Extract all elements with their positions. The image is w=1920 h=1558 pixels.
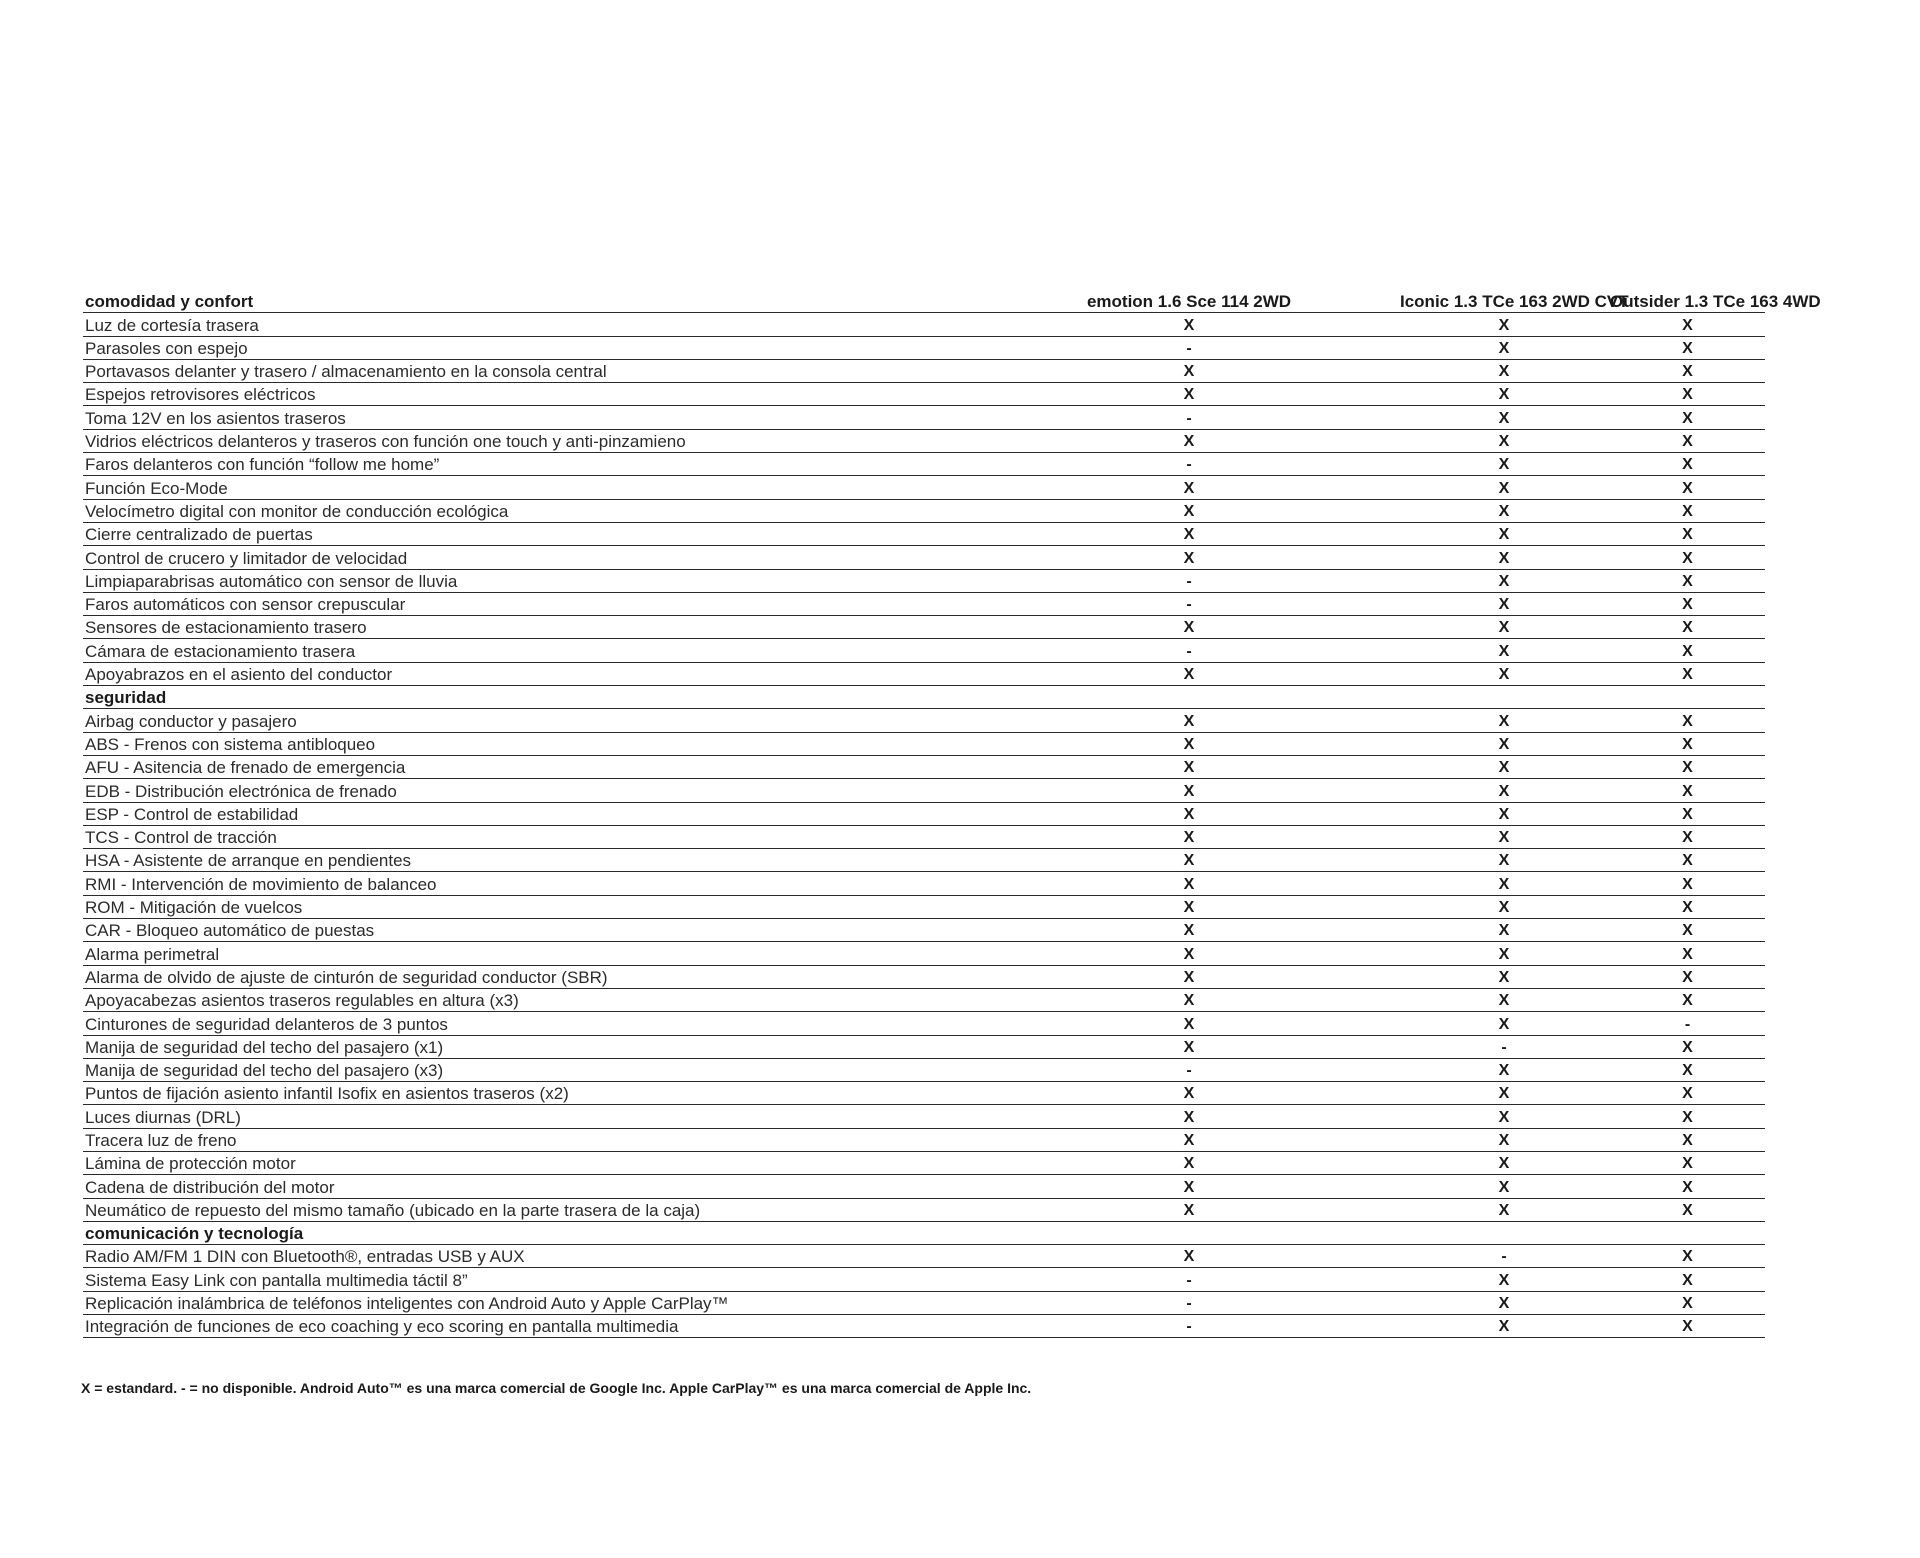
availability-cell: -	[978, 592, 1398, 615]
availability-cell: X	[1398, 919, 1608, 942]
availability-cell: X	[1398, 1151, 1608, 1174]
availability-cell: X	[978, 802, 1398, 825]
table-row	[83, 825, 1765, 848]
feature-label: Sistema Easy Link con pantalla multimedia táctil 8”	[83, 1268, 978, 1291]
feature-label: Alarma perimetral	[83, 942, 978, 965]
feature-label: Airbag conductor y pasajero	[83, 709, 978, 732]
table-row	[83, 709, 1765, 732]
availability-cell: X	[1608, 849, 1765, 872]
table-row	[83, 522, 1765, 545]
availability-cell: X	[1608, 965, 1765, 988]
availability-cell: X	[1608, 1105, 1765, 1128]
availability-cell: X	[978, 429, 1398, 452]
availability-cell: -	[978, 406, 1398, 429]
table-row	[83, 1082, 1765, 1105]
availability-cell: X	[1398, 1128, 1608, 1151]
table-row	[83, 336, 1765, 359]
feature-label: Espejos retrovisores eléctricos	[83, 383, 978, 406]
availability-cell: X	[1398, 359, 1608, 382]
table-row	[83, 965, 1765, 988]
feature-label: Lámina de protección motor	[83, 1151, 978, 1174]
availability-cell: X	[978, 359, 1398, 382]
table-row	[83, 988, 1765, 1011]
availability-cell: X	[978, 895, 1398, 918]
table-row	[83, 1268, 1765, 1291]
availability-cell: X	[1398, 802, 1608, 825]
availability-cell: X	[1398, 779, 1608, 802]
table-row	[83, 313, 1765, 336]
availability-cell: X	[1398, 895, 1608, 918]
feature-label: ESP - Control de estabilidad	[83, 802, 978, 825]
availability-cell: X	[1398, 1198, 1608, 1221]
feature-label: Parasoles con espejo	[83, 336, 978, 359]
feature-label: AFU - Asitencia de frenado de emergencia	[83, 755, 978, 778]
availability-cell: X	[1608, 755, 1765, 778]
availability-cell: X	[1398, 429, 1608, 452]
availability-cell: X	[1398, 499, 1608, 522]
table-row	[83, 895, 1765, 918]
availability-cell: X	[978, 732, 1398, 755]
availability-cell: X	[1608, 546, 1765, 569]
table-row	[83, 849, 1765, 872]
availability-cell: X	[1608, 1128, 1765, 1151]
availability-cell: X	[1398, 616, 1608, 639]
table-row	[83, 359, 1765, 382]
availability-cell: X	[1608, 988, 1765, 1011]
feature-label: Vidrios eléctricos delanteros y traseros con función one touch y anti-pinzamieno	[83, 429, 978, 452]
availability-cell: X	[978, 1082, 1398, 1105]
table-row	[83, 453, 1765, 476]
availability-cell: X	[978, 849, 1398, 872]
availability-cell: X	[1608, 802, 1765, 825]
availability-cell: X	[1398, 1082, 1608, 1105]
availability-cell: X	[978, 942, 1398, 965]
table-row	[83, 546, 1765, 569]
availability-cell: X	[1398, 825, 1608, 848]
feature-label: Apoyacabezas asientos traseros regulables en altura (x3)	[83, 988, 978, 1011]
table-row	[83, 1291, 1765, 1314]
feature-label: Luces diurnas (DRL)	[83, 1105, 978, 1128]
availability-cell: -	[978, 1315, 1398, 1338]
availability-cell: X	[1398, 406, 1608, 429]
availability-cell: X	[978, 383, 1398, 406]
availability-cell: X	[1608, 522, 1765, 545]
table-row	[83, 802, 1765, 825]
availability-cell: X	[1398, 1315, 1608, 1338]
feature-label: Alarma de olvido de ajuste de cinturón de seguridad conductor (SBR)	[83, 965, 978, 988]
availability-cell: X	[1608, 662, 1765, 685]
availability-cell: X	[1398, 988, 1608, 1011]
availability-cell: X	[1398, 1105, 1608, 1128]
feature-label: Luz de cortesía trasera	[83, 313, 978, 336]
availability-cell: X	[1608, 895, 1765, 918]
feature-label: Radio AM/FM 1 DIN con Bluetooth®, entradas USB y AUX	[83, 1245, 978, 1268]
availability-cell: X	[978, 1151, 1398, 1174]
availability-cell: -	[978, 639, 1398, 662]
availability-cell: X	[978, 1105, 1398, 1128]
availability-cell: X	[1608, 429, 1765, 452]
availability-cell: X	[1398, 1058, 1608, 1081]
table-row	[83, 1151, 1765, 1174]
table-row	[83, 1245, 1765, 1268]
availability-cell: X	[1608, 779, 1765, 802]
availability-cell: -	[1608, 1012, 1765, 1035]
availability-cell: X	[1608, 709, 1765, 732]
feature-label: Manija de seguridad del techo del pasajero (x3)	[83, 1058, 978, 1081]
feature-label: Control de crucero y limitador de velocidad	[83, 546, 978, 569]
feature-label: Replicación inalámbrica de teléfonos inteligentes con Android Auto y Apple CarPlay™	[83, 1291, 978, 1314]
column-header: Iconic 1.3 TCe 163 2WD CVT	[1398, 290, 1608, 313]
availability-cell: X	[1398, 546, 1608, 569]
availability-cell: -	[978, 569, 1398, 592]
feature-label: Integración de funciones de eco coaching y eco scoring en pantalla multimedia	[83, 1315, 978, 1338]
availability-cell: X	[1608, 1268, 1765, 1291]
availability-cell: X	[1608, 1082, 1765, 1105]
availability-cell: X	[1608, 1245, 1765, 1268]
availability-cell: X	[1608, 616, 1765, 639]
availability-cell: -	[978, 336, 1398, 359]
availability-cell: X	[1608, 359, 1765, 382]
availability-cell: X	[1398, 1012, 1608, 1035]
availability-cell: X	[1608, 406, 1765, 429]
availability-cell: X	[978, 546, 1398, 569]
availability-cell: X	[1608, 942, 1765, 965]
availability-cell: -	[1398, 1245, 1608, 1268]
availability-cell: X	[1398, 1175, 1608, 1198]
availability-cell: X	[1608, 383, 1765, 406]
availability-cell: X	[978, 1175, 1398, 1198]
feature-label: Neumático de repuesto del mismo tamaño (ubicado en la parte trasera de la caja)	[83, 1198, 978, 1221]
availability-cell: X	[978, 779, 1398, 802]
availability-cell: -	[978, 453, 1398, 476]
availability-cell: -	[1398, 1035, 1608, 1058]
table-row	[83, 755, 1765, 778]
availability-cell: X	[1608, 313, 1765, 336]
availability-cell: X	[1608, 1035, 1765, 1058]
feature-label: ROM - Mitigación de vuelcos	[83, 895, 978, 918]
availability-cell: -	[978, 1058, 1398, 1081]
availability-cell: X	[1608, 1058, 1765, 1081]
table-row	[83, 383, 1765, 406]
section-row	[83, 1221, 1765, 1244]
footnote: X = estandard. - = no disponible. Android Auto™ es una marca comercial de Google Inc. Apple CarPlay™ es una marca comercial de Apple Inc.	[81, 1380, 1032, 1396]
availability-cell: X	[978, 522, 1398, 545]
table-row	[83, 1175, 1765, 1198]
table-row	[83, 592, 1765, 615]
feature-label: ABS - Frenos con sistema antibloqueo	[83, 732, 978, 755]
feature-label: Limpiaparabrisas automático con sensor de lluvia	[83, 569, 978, 592]
section-row	[83, 686, 1765, 709]
availability-cell: X	[1398, 965, 1608, 988]
availability-cell: X	[1398, 709, 1608, 732]
availability-cell: -	[978, 1268, 1398, 1291]
table-row	[83, 429, 1765, 452]
availability-cell: X	[1608, 825, 1765, 848]
table-row	[83, 639, 1765, 662]
availability-cell: X	[1608, 919, 1765, 942]
availability-cell: X	[978, 988, 1398, 1011]
availability-cell: X	[1608, 453, 1765, 476]
feature-label: Portavasos delanter y trasero / almacenamiento en la consola central	[83, 359, 978, 382]
feature-label: Cinturones de seguridad delanteros de 3 puntos	[83, 1012, 978, 1035]
availability-cell: X	[1608, 336, 1765, 359]
feature-label: Apoyabrazos en el asiento del conductor	[83, 662, 978, 685]
availability-cell: X	[978, 1245, 1398, 1268]
availability-cell: X	[1608, 499, 1765, 522]
availability-cell: X	[1398, 732, 1608, 755]
availability-cell: X	[978, 872, 1398, 895]
availability-cell: X	[1608, 592, 1765, 615]
feature-label: Toma 12V en los asientos traseros	[83, 406, 978, 429]
availability-cell: X	[978, 1198, 1398, 1221]
section-heading: comunicación y tecnología	[83, 1221, 1765, 1244]
feature-label: TCS - Control de tracción	[83, 825, 978, 848]
feature-label: CAR - Bloqueo automático de puestas	[83, 919, 978, 942]
availability-cell: X	[978, 476, 1398, 499]
availability-cell: X	[1608, 476, 1765, 499]
availability-cell: X	[1398, 313, 1608, 336]
availability-cell: X	[1398, 755, 1608, 778]
feature-label: Puntos de fijación asiento infantil Isofix en asientos traseros (x2)	[83, 1082, 978, 1105]
availability-cell: X	[978, 313, 1398, 336]
section-heading: seguridad	[83, 686, 1765, 709]
table-row	[83, 919, 1765, 942]
availability-cell: X	[1608, 639, 1765, 662]
availability-cell: X	[978, 662, 1398, 685]
availability-cell: X	[1608, 569, 1765, 592]
table-row	[83, 1198, 1765, 1221]
availability-cell: X	[1398, 942, 1608, 965]
section-title: comodidad y confort	[83, 290, 978, 313]
feature-label: Faros delanteros con función “follow me home”	[83, 453, 978, 476]
table-row	[83, 476, 1765, 499]
availability-cell: X	[1608, 1315, 1765, 1338]
table-row	[83, 499, 1765, 522]
table-row	[83, 872, 1765, 895]
availability-cell: X	[978, 616, 1398, 639]
feature-label: Sensores de estacionamiento trasero	[83, 616, 978, 639]
spec-table	[83, 290, 1821, 1338]
availability-cell: X	[978, 755, 1398, 778]
availability-cell: X	[1398, 453, 1608, 476]
table-row	[83, 732, 1765, 755]
feature-label: Función Eco-Mode	[83, 476, 978, 499]
availability-cell: X	[1608, 1175, 1765, 1198]
feature-label: Cámara de estacionamiento trasera	[83, 639, 978, 662]
feature-label: EDB - Distribución electrónica de frenado	[83, 779, 978, 802]
table-row	[83, 942, 1765, 965]
table-row	[83, 1315, 1765, 1338]
spec-table-body	[83, 313, 1765, 1338]
table-row	[83, 406, 1765, 429]
feature-label: Cierre centralizado de puertas	[83, 522, 978, 545]
availability-cell: X	[1608, 872, 1765, 895]
availability-cell: X	[1608, 732, 1765, 755]
column-header: emotion 1.6 Sce 114 2WD	[978, 290, 1398, 313]
availability-cell: X	[1608, 1291, 1765, 1314]
availability-cell: X	[1398, 476, 1608, 499]
column-header: Outsider 1.3 TCe 163 4WD	[1608, 290, 1765, 313]
feature-label: Manija de seguridad del techo del pasajero (x1)	[83, 1035, 978, 1058]
table-row	[83, 1035, 1765, 1058]
availability-cell: -	[978, 1291, 1398, 1314]
table-row	[83, 1128, 1765, 1151]
availability-cell: X	[1398, 849, 1608, 872]
table-header-row	[83, 290, 1765, 313]
table-row	[83, 1105, 1765, 1128]
table-row	[83, 779, 1765, 802]
availability-cell: X	[1398, 522, 1608, 545]
feature-label: Faros automáticos con sensor crepuscular	[83, 592, 978, 615]
availability-cell: X	[1398, 569, 1608, 592]
availability-cell: X	[1398, 662, 1608, 685]
availability-cell: X	[978, 965, 1398, 988]
feature-label: Cadena de distribución del motor	[83, 1175, 978, 1198]
availability-cell: X	[1398, 872, 1608, 895]
availability-cell: X	[978, 919, 1398, 942]
availability-cell: X	[1398, 639, 1608, 662]
availability-cell: X	[1608, 1198, 1765, 1221]
availability-cell: X	[1398, 592, 1608, 615]
feature-label: HSA - Asistente de arranque en pendientes	[83, 849, 978, 872]
availability-cell: X	[1398, 336, 1608, 359]
table-row	[83, 662, 1765, 685]
feature-label: Tracera luz de freno	[83, 1128, 978, 1151]
availability-cell: X	[978, 499, 1398, 522]
availability-cell: X	[1398, 1291, 1608, 1314]
table-row	[83, 569, 1765, 592]
table-row	[83, 616, 1765, 639]
table-row	[83, 1012, 1765, 1035]
availability-cell: X	[978, 1128, 1398, 1151]
availability-cell: X	[978, 709, 1398, 732]
availability-cell: X	[1398, 383, 1608, 406]
feature-label: RMI - Intervención de movimiento de balanceo	[83, 872, 978, 895]
availability-cell: X	[978, 1035, 1398, 1058]
availability-cell: X	[1398, 1268, 1608, 1291]
table-row	[83, 1058, 1765, 1081]
availability-cell: X	[978, 1012, 1398, 1035]
availability-cell: X	[1608, 1151, 1765, 1174]
feature-label: Velocímetro digital con monitor de conducción ecológica	[83, 499, 978, 522]
availability-cell: X	[978, 825, 1398, 848]
